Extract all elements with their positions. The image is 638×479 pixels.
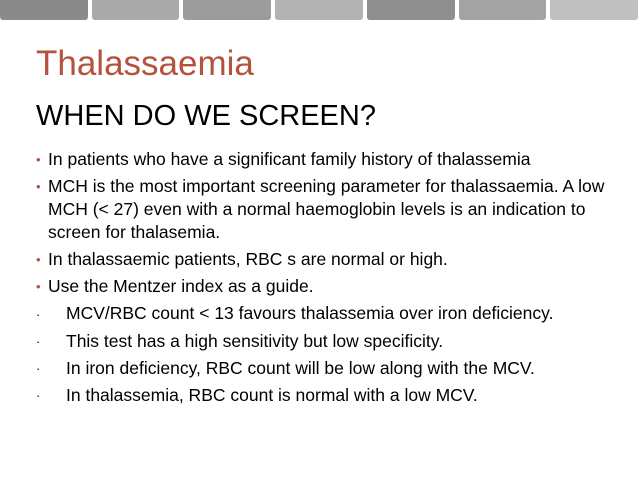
- bullet-list: [36, 148, 616, 411]
- slide-title: Thalassaemia: [36, 44, 254, 83]
- bullet-item: [36, 148, 616, 171]
- top-bar-segment: [0, 0, 88, 20]
- top-bar-segment: [92, 0, 180, 20]
- top-decorative-bar: [0, 0, 638, 20]
- sub-bullet-item: [36, 384, 616, 407]
- bullet-text: In patients who have a significant family history of thalassemia: [48, 149, 531, 169]
- slide-subtitle: WHEN DO WE SCREEN?: [36, 100, 376, 132]
- bullet-item: [36, 175, 616, 244]
- sub-bullet-text: This test has a high sensitivity but low specificity.: [66, 331, 444, 351]
- bullet-text: In thalassaemic patients, RBC s are normal or high.: [48, 249, 448, 269]
- sub-bullet-text: MCV/RBC count < 13 favours thalassemia over iron deficiency.: [66, 303, 554, 323]
- bullet-icon: •: [36, 179, 41, 194]
- sub-bullet-item: [36, 302, 616, 326]
- bullet-item: [36, 248, 616, 271]
- sub-bullet-text: In iron deficiency, RBC count will be low along with the MCV.: [66, 358, 535, 378]
- bullet-text: Use the Mentzer index as a guide.: [48, 276, 314, 296]
- top-bar-segment: [275, 0, 363, 20]
- sub-bullet-item: [36, 357, 616, 380]
- bullet-item: [36, 275, 616, 298]
- sub-bullet-text: In thalassemia, RBC count is normal with a low MCV.: [66, 385, 478, 405]
- bullet-text: MCH is the most important screening parameter for thalassaemia. A low MCH (< 27) even with a normal haemoglobin levels is an indication to screen for thalasemia.: [48, 176, 605, 242]
- top-bar-segment: [550, 0, 638, 20]
- top-bar-segment: [367, 0, 455, 20]
- bullet-icon: •: [36, 252, 41, 267]
- bullet-icon: •: [36, 279, 41, 294]
- sub-bullet-icon: ·: [36, 334, 41, 349]
- bullet-icon: •: [36, 152, 41, 167]
- sub-bullet-icon: ·: [36, 388, 41, 403]
- top-bar-segment: [183, 0, 271, 20]
- sub-bullet-item: [36, 330, 616, 353]
- sub-bullet-icon: ·: [36, 307, 41, 322]
- sub-bullet-icon: ·: [36, 361, 41, 376]
- top-bar-segment: [459, 0, 547, 20]
